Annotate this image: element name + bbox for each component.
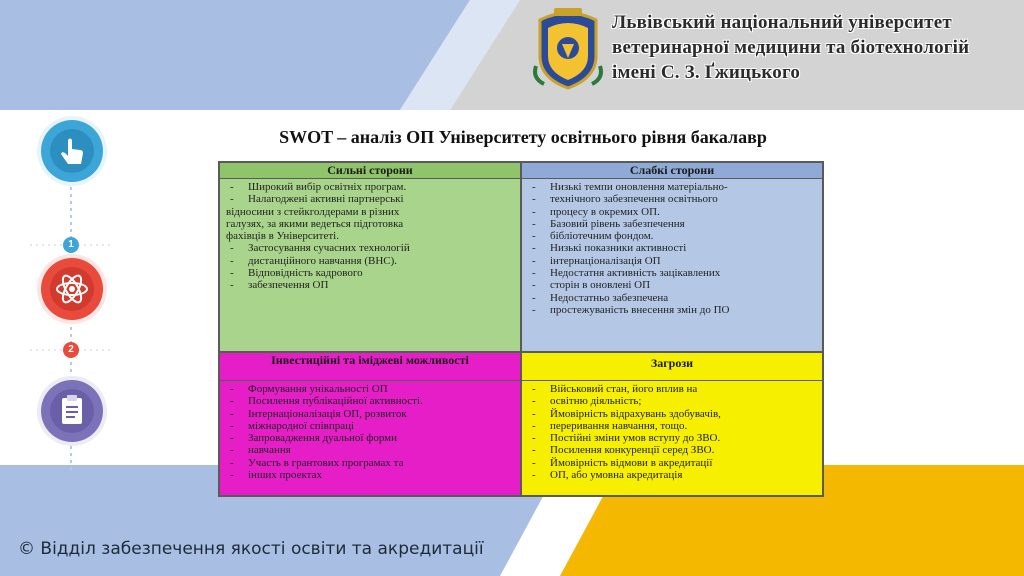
list-item: галузях, за якими ведеться підготовка — [226, 217, 404, 230]
clipboard-icon — [41, 380, 103, 442]
list-item: - Постійні зміни умов вступу до ЗВО. — [528, 432, 816, 444]
list-item: - технічного забезпечення освітнього — [528, 193, 816, 205]
footer-copyright: © Відділ забезпечення якості освіти та акредитації — [18, 539, 484, 559]
university-name-line-2: ветеринарної медицини та біотехнологій — [612, 37, 970, 58]
list-item: - навчання — [226, 444, 514, 456]
list-item: фахівців в Університеті. — [226, 230, 339, 243]
strengths-header: Сильні сторони — [220, 163, 520, 179]
strengths-list — [220, 179, 520, 292]
threats-header: Загрози — [522, 353, 822, 381]
list-item: - Ймовірність відрахувань здобувачів, — [528, 408, 816, 420]
list-item: - міжнародної співпраці — [226, 420, 514, 432]
list-item: - Низькі темпи оновлення матеріально- — [528, 181, 816, 193]
list-item: - Запровадження дуальної форми — [226, 432, 514, 444]
list-item: відносини з стейкголдерами в різних — [226, 205, 400, 218]
opportunities-list — [220, 381, 520, 481]
list-item: - Посилення конкуренції серед ЗВО. — [528, 444, 816, 456]
university-name — [612, 10, 1022, 85]
list-item: - Налагоджені активні партнерські — [226, 193, 514, 205]
step-badge-2: 2 — [63, 342, 79, 358]
list-item: - Участь в грантових програмах та — [226, 457, 514, 469]
list-item: - освітню діяльність; — [528, 395, 816, 407]
list-item: - Посилення публікаційної активності. — [226, 395, 514, 407]
list-item: - Базовий рівень забезпечення — [528, 218, 816, 230]
university-crest-icon — [532, 6, 604, 90]
opportunities-header: Інвестиційні та іміджеві можливості — [220, 353, 520, 381]
list-item: - Відповідність кадрового — [226, 267, 514, 279]
weaknesses-header: Слабкі сторони — [522, 163, 822, 179]
list-item: - Застосування сучасних технологій — [226, 242, 514, 254]
list-item: - інших проектах — [226, 469, 514, 481]
list-item: - бібліотечним фондом. — [528, 230, 816, 242]
list-item: - дистанційного навчання (ВНС). — [226, 255, 514, 267]
list-item: - Широкий вибір освітніх програм. — [226, 181, 514, 193]
list-item: - сторін в оновлені ОП — [528, 279, 816, 291]
list-item: - Недостатня активність зацікавлених — [528, 267, 816, 279]
list-item: - забезпечення ОП — [226, 279, 514, 291]
list-item: - Недостатньо забезпечена — [528, 292, 816, 304]
atom-icon — [41, 258, 103, 320]
touch-hand-icon — [41, 120, 103, 182]
list-item: - простежуваність внесення змін до ПО — [528, 304, 816, 316]
list-item: - Військовий стан, його вплив на — [528, 383, 816, 395]
step-badge-1: 1 — [63, 237, 79, 253]
list-item: - процесу в окремих ОП. — [528, 206, 816, 218]
opportunities-quadrant — [219, 352, 521, 496]
swot-table — [218, 161, 824, 497]
list-item: - Інтернаціоналізація ОП, розвиток — [226, 408, 514, 420]
university-name-line-1: Львівський національний університет — [612, 12, 952, 33]
threats-quadrant — [521, 352, 823, 496]
list-item: - ОП, або умовна акредитація — [528, 469, 816, 481]
weaknesses-list — [522, 179, 822, 316]
strengths-quadrant — [219, 162, 521, 352]
list-item: - Ймовірність відмови в акредитації — [528, 457, 816, 469]
slide-title: SWOT – аналіз ОП Університету освітнього рівня бакалавр — [279, 127, 767, 147]
list-item: - Формування унікальності ОП — [226, 383, 514, 395]
threats-list — [522, 381, 822, 481]
list-item: - Низькі показники активності — [528, 242, 816, 254]
weaknesses-quadrant — [521, 162, 823, 352]
list-item: - переривання навчання, тощо. — [528, 420, 816, 432]
university-name-line-3: імені С. З. Ґжицького — [612, 62, 801, 83]
list-item: - інтернаціоналізація ОП — [528, 255, 816, 267]
